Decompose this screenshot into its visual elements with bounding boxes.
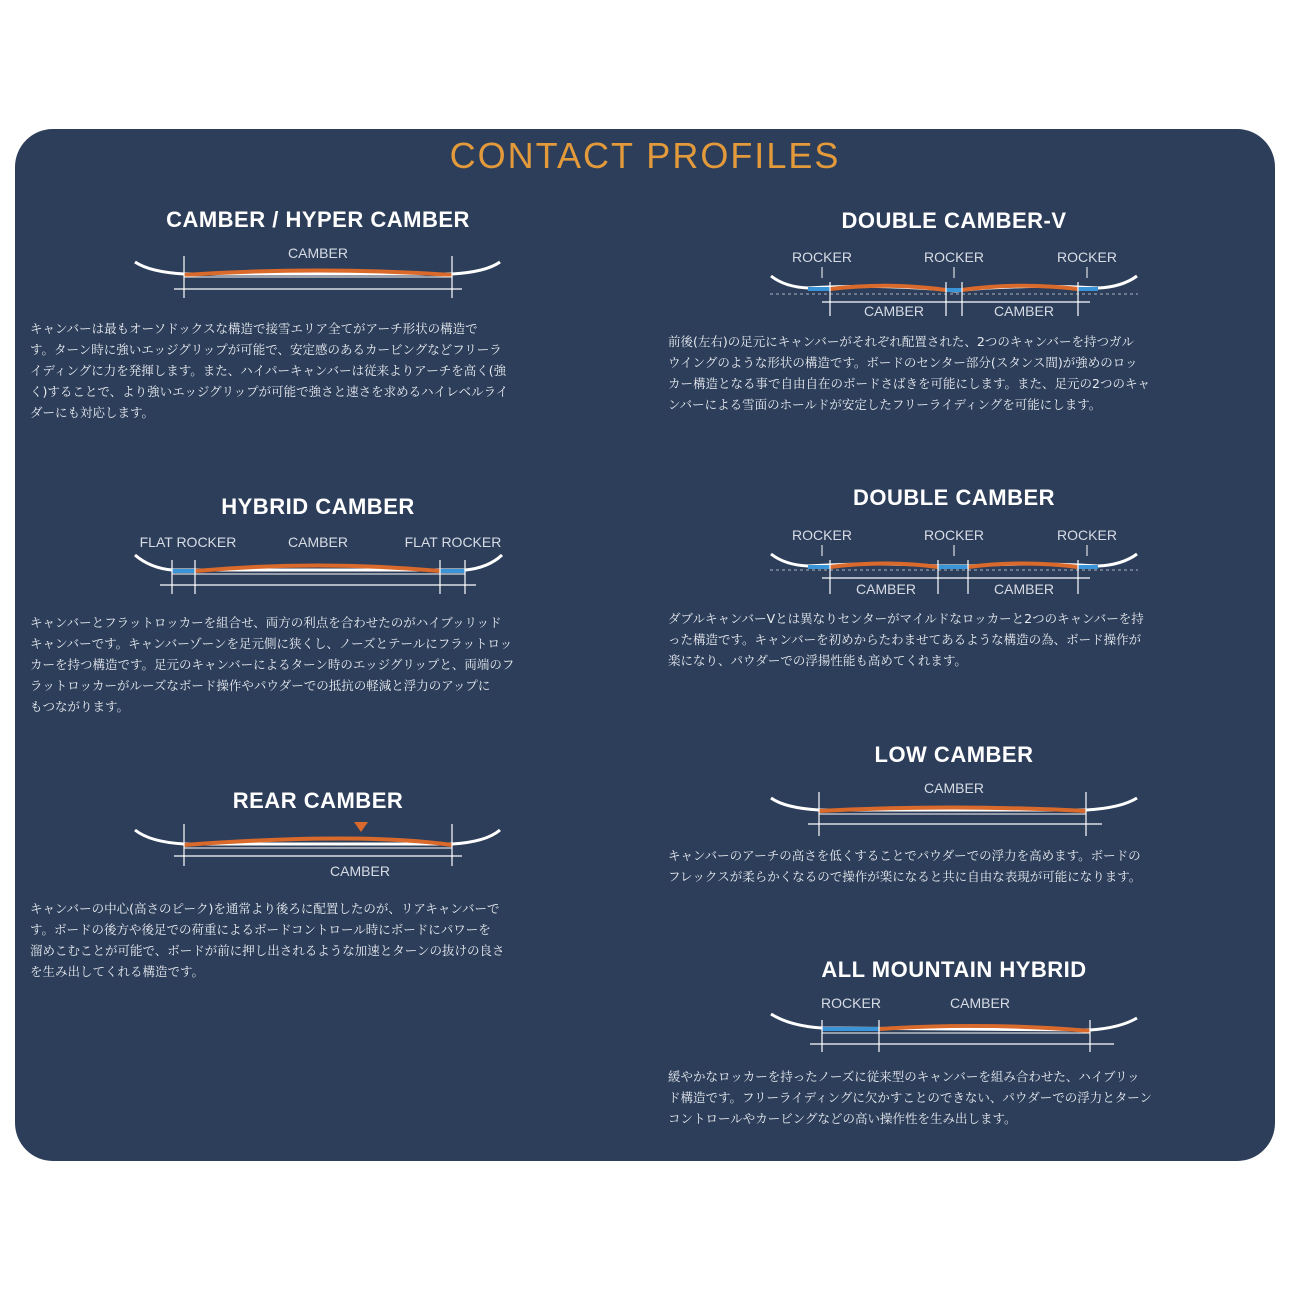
camber-hyper-description: キャンバーは最もオーソドックスな構造で接雪エリア全てがアーチ形状の構造で す。ターン時に強いエッジグリップが可能で、安定感のあるカービングなどフリーラ イディングに力を発揮します。また、ハイパーキャンバーは従来よりアーチを高く(強 く)することで、より強いエッジグリップが可能で強さと速さを求めるハイレベルライ ダーにも対応します。	[30, 321, 509, 420]
rear-camber-description: キャンバーの中心(高さのピーク)を通常より後ろに配置したのが、リアキャンバーで す。ボードの後方や後足での荷重によるボードコントロール時にボードにパワーを 溜めこむことが可能で、ボードが前に押し出されるような加速とターンの抜けの良さ を生み出してくれる構造です。	[30, 901, 505, 979]
double-camber-title: DOUBLE CAMBER	[852, 485, 1056, 510]
camber-hyper-title: CAMBER / HYPER CAMBER	[166, 207, 470, 232]
flat-rocker-label-right: FLAT ROCKER	[404, 534, 502, 550]
camber-label-right: CAMBER	[994, 303, 1054, 319]
camber-label: CAMBER	[288, 534, 348, 550]
all-mountain-hybrid-description: 緩やかなロッカーを持ったノーズに従来型のキャンバーを組み合わせた、ハイブリッ ド構造です。フリーライディングに欠かすことのできない、パウダーでの浮力とターン コントロールやカービングなどの高い操作性を生み出します。	[668, 1069, 1153, 1126]
double-camber-v-title: DOUBLE CAMBER-V	[841, 208, 1067, 233]
camber-label: CAMBER	[924, 780, 984, 796]
hybrid-camber-description: キャンバーとフラットロッカーを組合せ、両方の利点を合わせたのがハイブッリッド キャンバーです。キャンバーゾーンを足元側に狭くし、ノーズとテールにフラットロッ カーを持つ構造です。足元のキャンバーによるターン時のエッジグリップと、両端のフ ラットロッカーがルーズなボード操作やパウダーでの抵抗の軽減と浮力のアップに もつながります。	[30, 615, 515, 714]
double-camber-description: ダブルキャンバーVとは異なりセンターがマイルドなロッカーと2つのキャンバーを持 った構造です。キャンバーを初めからたわませてあるような構造の為、ボード操作が 楽になり、パウダーでの浮揚性能も高めてくれます。	[668, 611, 1144, 668]
rocker-label-center: ROCKER	[924, 249, 984, 265]
rocker-label-left: ROCKER	[792, 527, 852, 543]
camber-label-right: CAMBER	[994, 581, 1054, 597]
double-camber-v-description: 前後(左右)の足元にキャンバーがそれぞれ配置された、2つのキャンバーを持つガル ウイングのような形状の構造です。ボードのセンター部分(スタンス間)が強めのロッ カー構造となる事で自由自在のボードさばきを可能にします。また、足元の2つのキャ ンバーによる雪面のホールドが安定したフリーライディングを可能にします。	[668, 334, 1150, 412]
hybrid-camber-title: HYBRID CAMBER	[221, 494, 415, 519]
low-camber-title: LOW CAMBER	[874, 742, 1034, 767]
rocker-label-left: ROCKER	[792, 249, 852, 265]
camber-label: CAMBER	[288, 245, 348, 261]
camber-label-left: CAMBER	[864, 303, 924, 319]
camber-label: CAMBER	[950, 995, 1010, 1011]
camber-label-left: CAMBER	[856, 581, 916, 597]
rocker-label-right: ROCKER	[1057, 249, 1117, 265]
low-camber-description: キャンバーのアーチの高さを低くすることでパウダーでの浮力を高めます。ボードの フレックスが柔らかくなるので操作が楽になると共に自由な表現が可能になります。	[668, 848, 1142, 884]
rocker-label: ROCKER	[821, 995, 881, 1011]
all-mountain-hybrid-title: ALL MOUNTAIN HYBRID	[821, 957, 1087, 982]
rocker-label-center: ROCKER	[924, 527, 984, 543]
camber-label: CAMBER	[330, 863, 390, 879]
rocker-label-right: ROCKER	[1057, 527, 1117, 543]
flat-rocker-label-left: FLAT ROCKER	[139, 534, 237, 550]
rear-camber-title: REAR CAMBER	[232, 788, 404, 813]
page-title: CONTACT PROFILES	[449, 135, 841, 176]
